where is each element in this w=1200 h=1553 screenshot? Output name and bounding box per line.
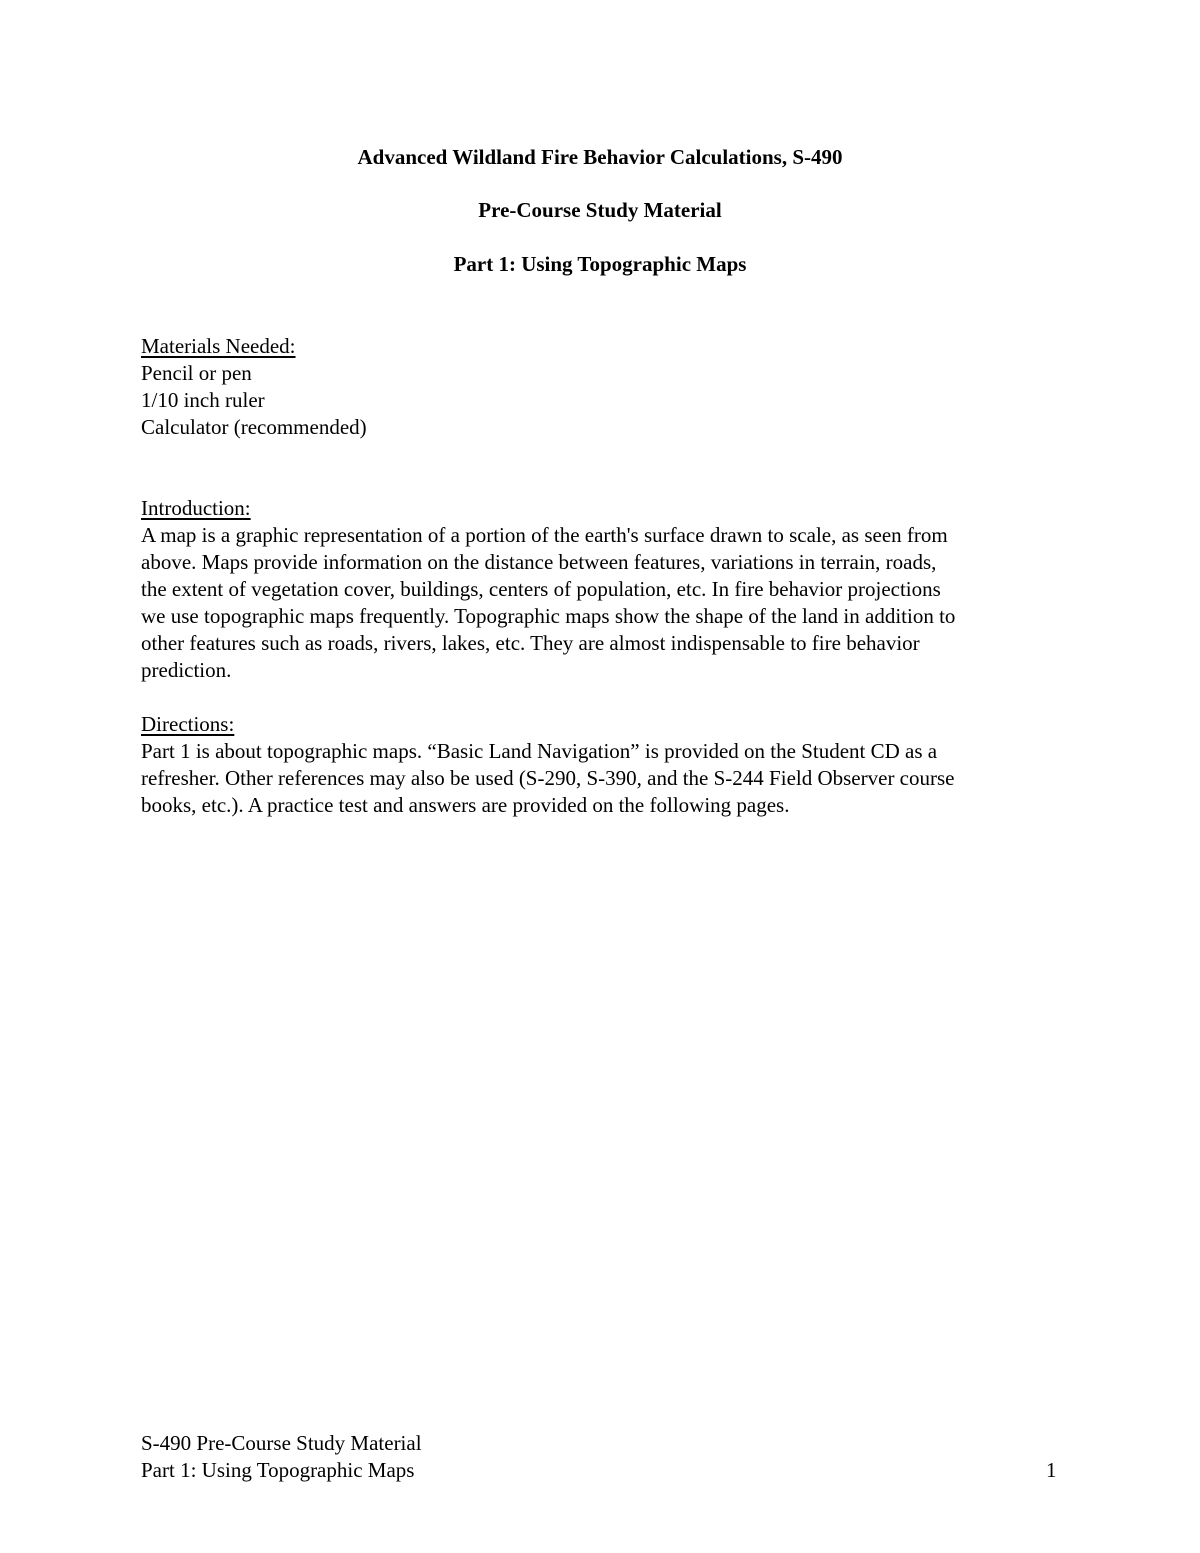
introduction-line: the extent of vegetation cover, buildings, centers of population, etc. In fire behavior projections (141, 577, 941, 601)
footer-line-course: S-490 Pre-Course Study Material (141, 1431, 422, 1455)
directions-section (141, 711, 1071, 819)
document-title: Advanced Wildland Fire Behavior Calculations, S-490 (357, 145, 843, 169)
materials-item: Calculator (recommended) (141, 415, 367, 439)
materials-item: Pencil or pen (141, 361, 252, 385)
directions-line: Part 1 is about topographic maps. “Basic Land Navigation” is provided on the Student CD as a (141, 739, 938, 763)
part-title: Part 1: Using Topographic Maps (453, 252, 747, 276)
materials-item: 1/10 inch ruler (141, 388, 265, 412)
page-number: 1 (1046, 1458, 1057, 1482)
introduction-label: Introduction: (141, 496, 251, 520)
directions-line: refresher. Other references may also be used (S-290, S-390, and the S-244 Field Observer course (141, 766, 955, 790)
footer-line-part: Part 1: Using Topographic Maps (141, 1458, 415, 1482)
introduction-line: prediction. (141, 658, 232, 682)
materials-section (141, 333, 1071, 441)
introduction-line: we use topographic maps frequently. Topographic maps show the shape of the land in addition to (141, 604, 956, 628)
directions-line: books, etc.). A practice test and answers are provided on the following pages. (141, 793, 790, 817)
document-subtitle: Pre-Course Study Material (478, 198, 722, 222)
introduction-line: A map is a graphic representation of a portion of the earth's surface drawn to scale, as seen from (141, 523, 948, 547)
page-footer (141, 1430, 1061, 1484)
materials-label: Materials Needed: (141, 334, 296, 358)
introduction-line: other features such as roads, rivers, lakes, etc. They are almost indispensable to fire behavior (141, 631, 920, 655)
directions-label: Directions: (141, 712, 235, 736)
introduction-section (141, 495, 1071, 684)
introduction-line: above. Maps provide information on the distance between features, variations in terrain, roads, (141, 550, 937, 574)
